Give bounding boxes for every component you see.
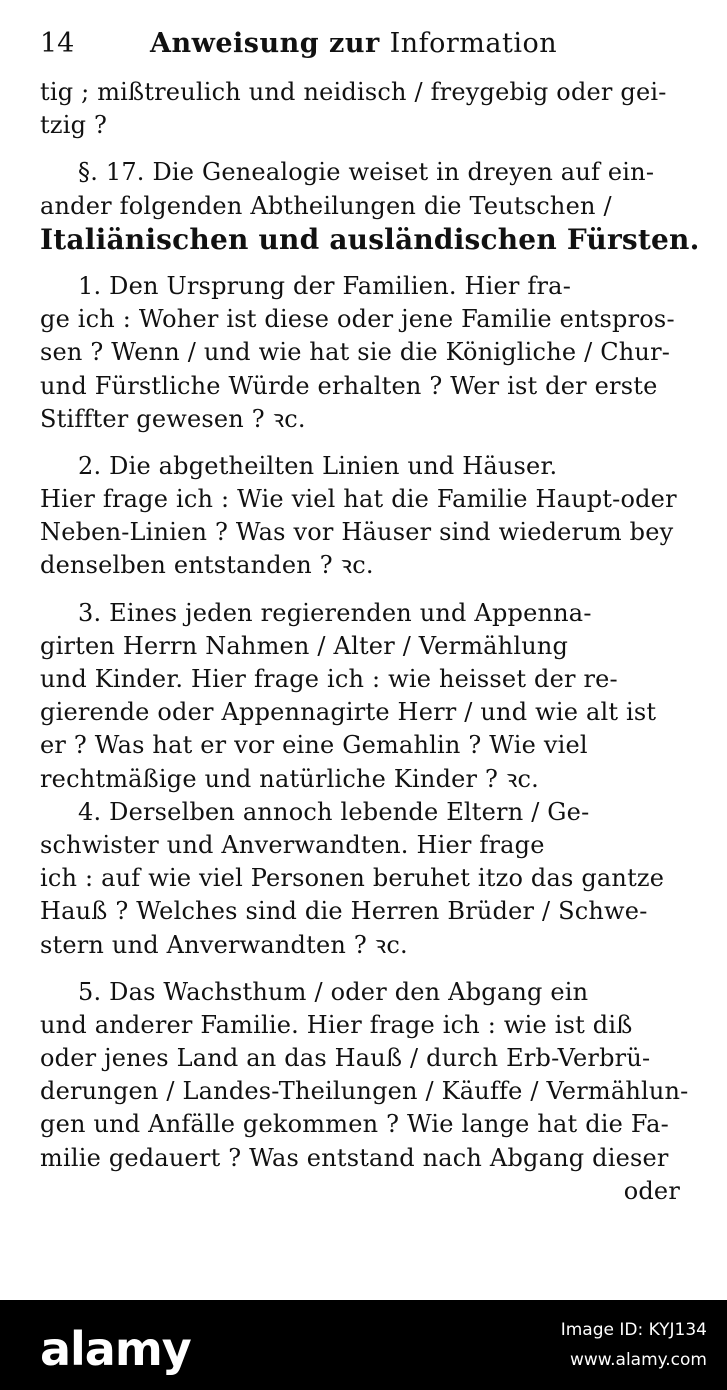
text-line: ge ich : Woher ist diese oder jene Familie entspros- <box>40 305 675 334</box>
text-line: und Fürstliche Würde erhalten ? Wer ist der erste <box>40 371 658 400</box>
text-line: ander folgenden Abtheilungen die Teutschen / <box>40 191 612 220</box>
text-line: milie gedauert ? Was entstand nach Abgang dieser <box>40 1143 669 1172</box>
running-header <box>40 28 680 76</box>
text-line: Hauß ? Welches sind die Herren Brüder / Schwe- <box>40 897 648 926</box>
text-line: schwister und Anverwandten. Hier frage <box>40 830 545 859</box>
list-item-heading: 4. Derselben annoch lebende Eltern / Ge- <box>78 797 590 826</box>
running-title-fraktur: Anweisung zur <box>150 28 380 59</box>
section-heading: §. 17. Die Genealogie weiset in dreyen auf ein- <box>78 158 655 187</box>
text-line: derungen / Landes-Theilungen / Käuffe / Vermählun- <box>40 1077 689 1106</box>
text-line: Stiffter gewesen ? ꝛc. <box>40 404 306 433</box>
text-line: Hier frage ich : Wie viel hat die Familie Haupt-oder <box>40 485 677 514</box>
text-line: und Kinder. Hier frage ich : wie heisset der re- <box>40 665 618 693</box>
image-id: Image ID: KYJ134 <box>560 1320 707 1340</box>
list-item-heading: 5. Das Wachsthum / oder den Abgang ein <box>78 977 589 1006</box>
text-line: denselben entstanden ? ꝛc. <box>40 551 374 580</box>
text-line: sen ? Wenn / und wie hat sie die Königliche / Chur- <box>40 338 671 367</box>
text-line: rechtmäßige und natürliche Kinder ? ꝛc. <box>40 764 539 793</box>
alamy-logo: alamy <box>40 1322 191 1376</box>
text-line: und anderer Familie. Hier frage ich : wie ist diß <box>40 1010 633 1039</box>
text-line: stern und Anverwandten ? ꝛc. <box>40 930 408 959</box>
text-line: tzig ? <box>40 111 108 140</box>
text-line: er ? Was hat er vor eine Gemahlin ? Wie viel <box>40 731 588 760</box>
text-line: ich : auf wie viel Personen beruhet itzo das gantze <box>40 864 665 893</box>
list-item-heading: 3. Eines jeden regierenden und Appenna- <box>78 598 592 627</box>
text-line: tig ; mißtreulich und neidisch / freygebig oder gei- <box>40 78 667 106</box>
running-title <box>150 28 557 59</box>
text-line: Neben-Linien ? Was vor Häuser sind wiederum bey <box>40 518 674 547</box>
page-number: 14 <box>40 28 75 59</box>
catchword: oder <box>623 1176 680 1205</box>
text-line: Italiänischen und ausländischen Fürsten. <box>40 222 700 256</box>
list-item-heading: 2. Die abgetheilten Linien und Häuser. <box>78 451 558 480</box>
text-line: oder jenes Land an das Hauß / durch Erb-Verbrü- <box>40 1044 651 1073</box>
list-item-heading: 1. Den Ursprung der Familien. Hier fra- <box>78 271 572 300</box>
text-line: gen und Anfälle gekommen ? Wie lange hat die Fa- <box>40 1110 669 1139</box>
running-title-roman: Information <box>389 28 558 59</box>
watermark-url: www.alamy.com <box>569 1350 707 1370</box>
page-text <box>40 28 700 1208</box>
text-line: girten Herrn Nahmen / Alter / Vermählung <box>40 631 569 660</box>
text-line: gierende oder Appennagirte Herr / und wie alt ist <box>40 698 657 727</box>
